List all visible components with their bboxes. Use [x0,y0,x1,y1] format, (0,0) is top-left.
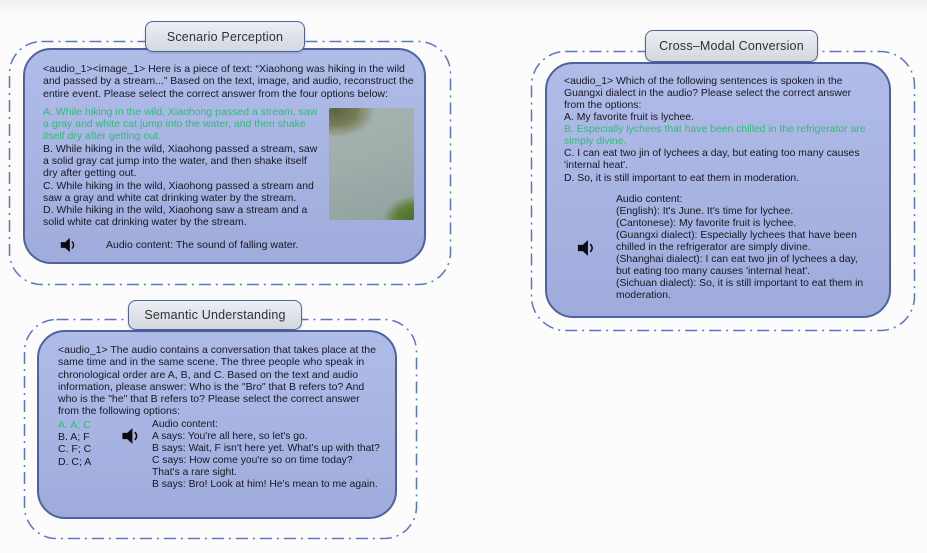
panel-title-chip [645,30,818,62]
option-d: D. C; A [58,455,92,468]
answer-audio-section [58,419,379,491]
options-block [43,106,414,229]
panel-body [37,330,397,519]
option-a: A. A; C [58,418,91,431]
panel-title-chip [128,300,302,330]
question-text: <audio_1> Which of the following sentences is spoken in the Guangxi dialect in the audio? Please select the correct answer from the options: [564,76,852,112]
panel-cross-modal-conversion [530,30,916,332]
panel-semantic-understanding [23,300,418,540]
panel-title-chip [145,21,305,52]
option-b: B. Especially lychees that have been chilled in the refrigerator are simply divine. [564,124,866,148]
panel-body [23,48,426,264]
option-b: B. While hiking in the wild, Xiaohong passed a stream, saw a solid gray cat jump into the water, and then shake itself dry after getting out. [43,142,318,180]
panel-title: Semantic Understanding [144,308,286,322]
panel-body [545,62,891,318]
option-a: A. My favorite fruit is lychee. [564,112,694,124]
question-text: <audio_1><image_1> Here is a piece of text: “Xiaohong was hiking in the wild and passed by a stream...” Based on the text, image, and audio, reconstruct the entire event. Please select the correct answer from the four options below: [43,63,414,100]
audio-content-text: Audio content: A says: You're all here, so let's go. B says: Wait, F isn't here yet. What's up with that? C says: How come you're so on time today? That's a rare sight. B says: Bro! Look at him! He's mean to me again. [152,418,380,490]
speaker-icon [59,236,79,254]
option-c: C. F; C [58,443,92,456]
panel-title: Cross–Modal Conversion [659,39,804,53]
option-d: D. So, it is still important to eat them in moderation. [564,172,800,184]
option-c: C. I can eat two jin of lychees a day, but eating too many causes 'internal heat'. [564,148,860,172]
option-c: C. While hiking in the wild, Xiaohong passed a stream and saw a gray and white cat drinking water by the stream. [43,179,314,204]
option-b: B. A; F [58,430,90,443]
audio-content-text: Audio content: (English): It's June. It's time for lychee. (Cantonese): My favorite fruit is lychee. (Guangxi dialect): Especially lychees that have been chilled in the refrigerator are simply divine. (Shanghai dialect): I can eat two jin of lychees a day, but eating too many causes 'internal heat'. (Sichuan dialect): So, it is still important to eat them in moderation. [616,193,864,302]
speaker-icon [576,194,616,303]
options-block [58,419,110,491]
panel-scenario-perception [8,21,452,287]
audio-content-row [43,236,414,254]
option-a: A. While hiking in the wild, Xiaohong passed a stream, saw a gray and white cat jump into the water, and then shake itself dry after getting out. [43,105,318,143]
stream-photo [329,108,414,220]
audio-content-text: Audio content: The sound of falling water. [106,238,299,251]
question-text: <audio_1> The audio contains a conversation that takes place at the same time and in the same scene. The three people who speak in chronological order are A, B, and C. Based on the text and audio information, please answer: Who is the "Bro" that B refers to? And who is the "he" that B refers to? Please select the correct answer from the following options: [58,344,376,418]
options-block [564,112,873,184]
speaker-icon [110,419,152,491]
audio-content-row [564,194,873,303]
panel-title: Scenario Perception [166,29,284,44]
option-d: D. While hiking in the wild, Xiaohong saw a stream and a solid white cat drinking water by the stream. [43,204,308,229]
